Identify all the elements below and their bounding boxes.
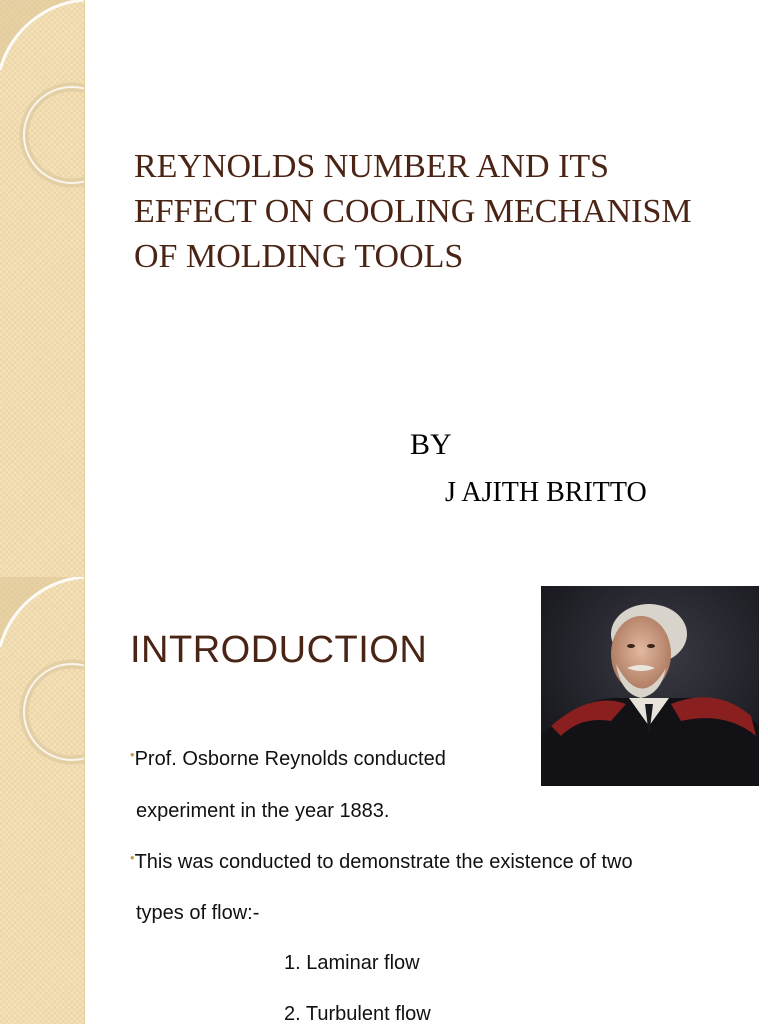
presentation-title: REYNOLDS NUMBER AND ITS EFFECT ON COOLING MECHANISM OF MOLDING TOOLS: [134, 148, 692, 275]
numbered-item: 1. Laminar flow: [284, 952, 420, 974]
bullet-continuation: types of flow:-: [136, 902, 260, 924]
bullet-continuation: experiment in the year 1883.: [136, 800, 390, 822]
decorative-sidebar: [0, 0, 85, 577]
introduction-slide: [0, 577, 768, 1024]
ring-decoration-icon: [0, 0, 84, 577]
bullet-item: [130, 747, 446, 771]
decorative-sidebar: [0, 577, 85, 1024]
author-name: J AJITH BRITTO: [445, 477, 647, 508]
slide-heading: INTRODUCTION: [130, 629, 428, 671]
by-label: BY: [410, 428, 452, 461]
bullet-text: This was conducted to demonstrate the existence of two: [134, 851, 633, 873]
osborne-reynolds-portrait: [541, 586, 759, 786]
bullet-text: Prof. Osborne Reynolds conducted: [134, 748, 446, 770]
bullet-icon: •: [130, 850, 135, 865]
bullet-icon: •: [130, 747, 135, 762]
ring-decoration-icon: [0, 577, 84, 1024]
bullet-item: [130, 850, 633, 874]
numbered-item: 2. Turbulent flow: [284, 1003, 431, 1024]
